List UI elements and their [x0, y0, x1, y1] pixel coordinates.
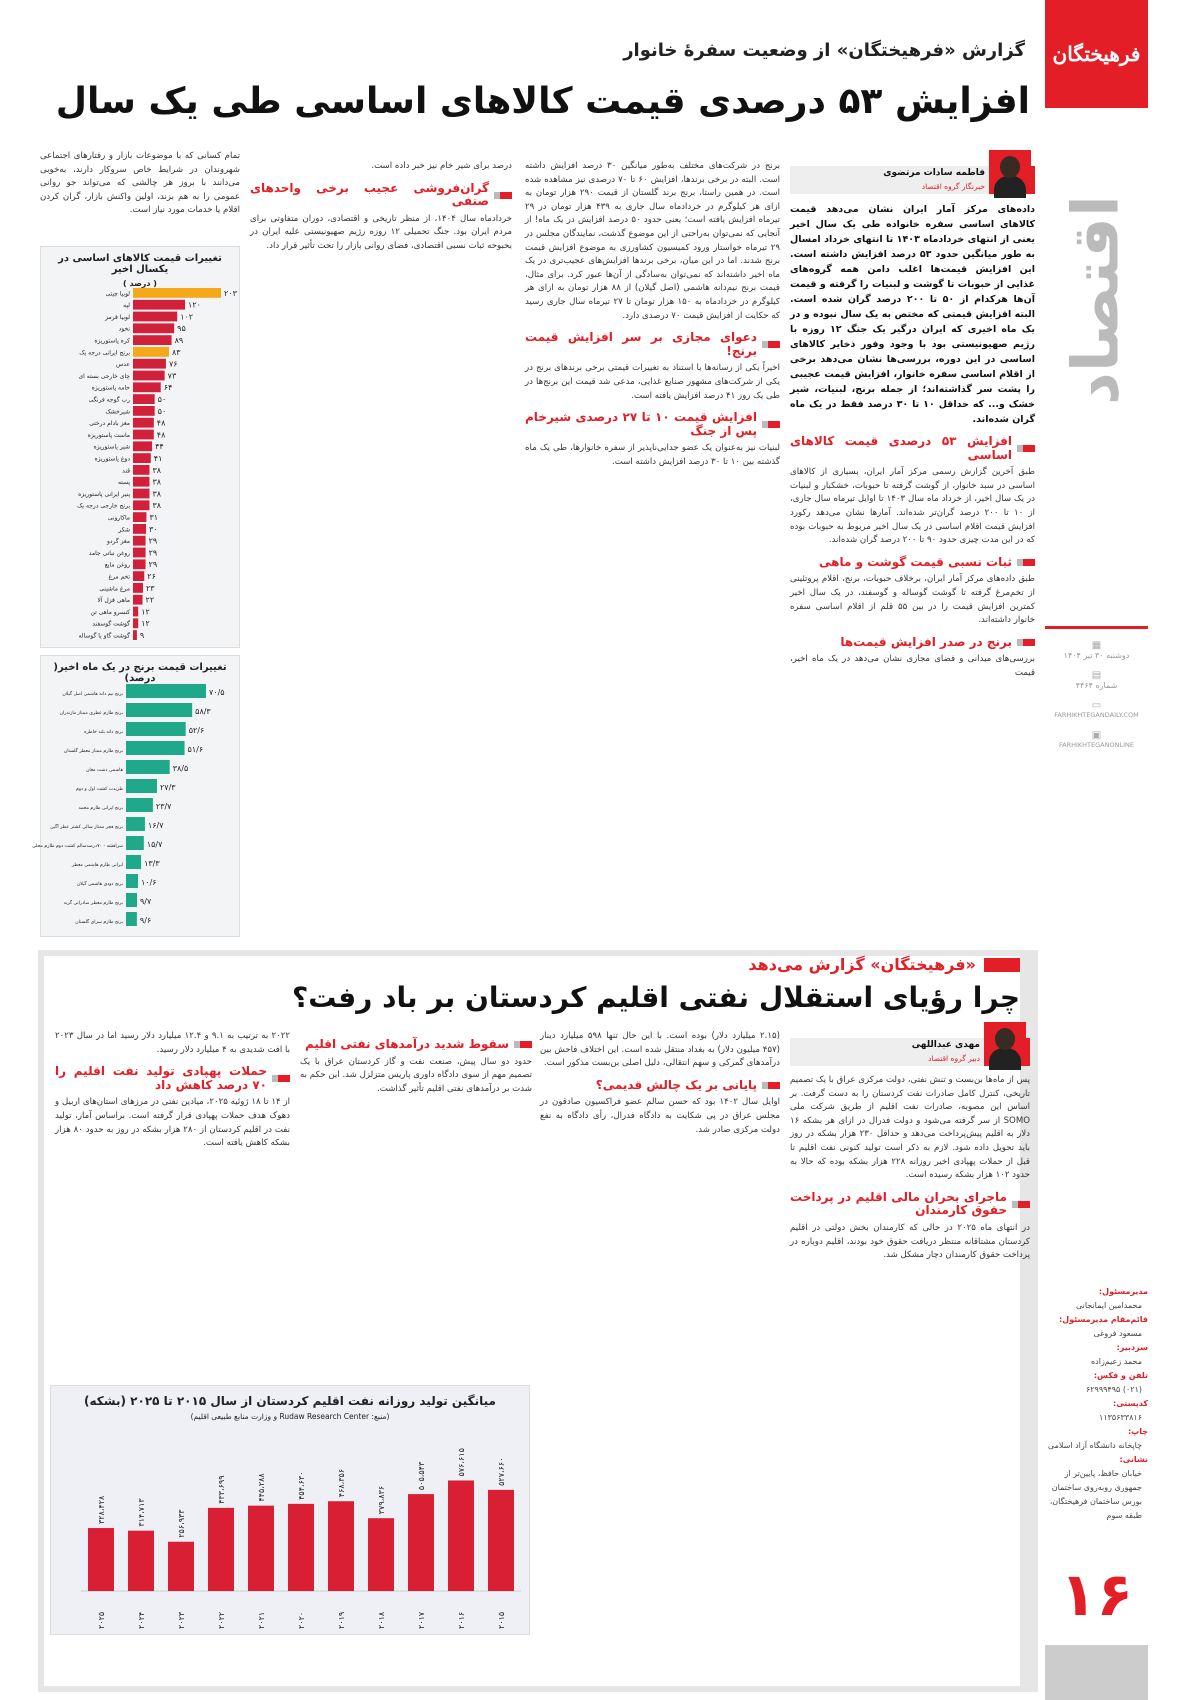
paragraph: از ۱۴ تا ۱۸ ژوئیه ۲۰۲۵، میادین نفتی در مرزهای استان‌های اربیل و دهوک هدف حملات پهپادی قرار گرفته است. براساس آمار، تولید نفت در اقلیم کردستان از ۲۸۰ هزار بشکه در روز به حدود ۸۰ هزار بشکه کاهش یافته است. — [55, 1097, 290, 1149]
bar — [133, 548, 146, 558]
value-label: ۳۰ — [149, 524, 158, 534]
bar — [126, 874, 138, 888]
year-label: ۲۰۱۸ — [377, 1611, 386, 1629]
issue — [1045, 670, 1148, 690]
year-label: ۲۰۲۰ — [297, 1611, 306, 1629]
value-label: ۲۳ — [145, 583, 155, 593]
staff-value: خیابان حافظ، پایین‌تر از جمهوری روبه‌روی ساختمان بورس ساختمان فرهیختگان، طبقه سوم — [1049, 1469, 1142, 1520]
year-label: ۲۰۱۹ — [337, 1611, 346, 1629]
bar — [126, 779, 157, 793]
website-text[interactable]: FARHIKHTEGANDAILY.COM — [1054, 711, 1139, 719]
globe-icon: ▭ — [1091, 700, 1102, 711]
staff-label: نشانی: — [1119, 1455, 1148, 1464]
value-label: ۴۳۳،۶۹۹ — [217, 1475, 226, 1504]
category-label: کره پاستوریزه — [94, 337, 130, 345]
article2-kicker-row — [480, 955, 1020, 974]
lead-paragraph: داده‌های مرکز آمار ایران نشان می‌دهد قیمت کالاهای اساسی سفره خانواده طی یک سال اخیر یعنی از انتهای خردادماه ۱۴۰۳ تا انتهای خرداد امسال به طور میانگین حدود ۵۳ درصد افزایش داشته است. این افزایش قیمت‌ها اغلب دامن همه گروه‌های غذایی از حبوبات تا گوشت و لبنیات را گرفته و قیمت آن‌ها هرکدام از ۵۰ تا ۲۰۰ درصد گران شده است. البته افزایش قیمتی که مختص به یک سال نبوده و در یک ماه اخیری که ایران درگیر یک جنگ ۱۲ روزه با رژیم صهیونیستی بود با وجود وفور ذخایر کالاهای اساسی در این دوره، بررسی‌ها نشان می‌دهد برخی از اقلام اساسی سفره خانوار، افزایش قیمت عجیبی را پشت سر گذاشته‌اند؛ از جمله برنج، لبنیات، شیر خشک و... که حداقل ۱۰ تا ۳۰ درصد فقط در یک ماه گران شده‌اند. — [790, 204, 1036, 425]
bar — [288, 1504, 314, 1591]
value-label: ۱۲ — [141, 619, 150, 629]
category-label: گوشت گاو یا گوساله — [78, 632, 130, 640]
value-label: ۴۱ — [153, 454, 163, 463]
value-label: ۷۰/۵ — [209, 688, 225, 697]
bar — [126, 741, 185, 755]
value-label: ۵۰ — [157, 406, 167, 416]
category-label: گوشت گوسفند — [92, 620, 130, 628]
year-label: ۲۰۱۶ — [457, 1611, 466, 1629]
subhead-text: گران‌فروشی عجیب برخی واحدهای صنفی — [250, 180, 489, 209]
staff-value: (۰۲۱) ۶۲۹۹۹۴۹۵ — [1085, 1385, 1142, 1394]
category-label: خامه پاستوریزه — [91, 384, 130, 392]
paragraph: اوایل سال ۱۴۰۲ بود که حسن سالم عضو فراکسیون صادقون در مجلس عراق در پی شکایت به دادگاه فدرال، رأی دادگاه به نفع دولت مرکزی صادر شد. — [540, 1097, 780, 1135]
paragraph: حدود دو سال پیش، صنعت نفت و گاز کردستان عراق با یک تصمیم مهم از سوی دادگاه داوری پاریس متزلزل شد. این حکم به شدت بر درآمدهای نفتی اقلیم تأثیر گذاشت. — [300, 1056, 532, 1094]
subhead-text: پایانی بر یک چالش قدیمی؟ — [595, 1077, 757, 1092]
subhead-marker — [494, 192, 512, 199]
subhead-text: حملات پهپادی تولید نفت اقلیم را ۷۰ درصد کاهش داد — [55, 1064, 267, 1092]
paragraph: بررسی‌های میدانی و فضای مجازی نشان می‌دهد در یک ماه اخیر، قیمت — [790, 654, 1035, 678]
value-label: ۵۰ — [157, 395, 167, 404]
chart-unit: ( درصد ) — [123, 279, 157, 288]
category-label: قند — [122, 467, 130, 475]
value-label: ۵۲۷،۶۶۰ — [497, 1457, 506, 1486]
value-label: ۲۹ — [148, 536, 158, 546]
column-4 — [40, 150, 240, 220]
category-label: برنج طارم معطر صادراتی گرید — [63, 901, 123, 906]
paragraph: طبق داده‌های مرکز آمار ایران، برخلاف حبوبات، برنج، اقلام پروتئینی از تخم‌مرغ گرفته تا گوشت گوساله و گوسفند، در یک سال اخیر کمترین افزایش قیمت را در بین ۵۵ قلم از اقلام اساسی سفره خانوار داشته‌اند. — [790, 574, 1035, 626]
a2-column-3 — [300, 1030, 532, 1098]
staff-value: محمدامین ایمانجانی — [1075, 1301, 1142, 1310]
value-label: ۳۸ — [152, 477, 162, 487]
category-label: برنج دودی هاشمی گیلان — [76, 882, 123, 887]
staff-value: ۱۱۳۵۶۳۳۸۱۶ — [1099, 1413, 1142, 1422]
value-label: ۱۰/۶ — [141, 878, 157, 887]
value-label: ۱۳/۳ — [144, 859, 160, 868]
subhead-text: ماجرای بحران مالی اقلیم در پرداخت حقوق کارمندان — [790, 1189, 1007, 1218]
bar — [133, 288, 221, 298]
value-label: ۱۶/۷ — [147, 821, 164, 830]
value-label: ۲۰۳ — [224, 288, 237, 298]
category-label: پنیر ایرانی پاستوریزه — [78, 490, 130, 498]
bar — [126, 722, 186, 736]
bar — [126, 703, 192, 717]
category-label: رب گوجه فرنگی — [88, 396, 130, 404]
category-label: برنج نیم دانه هاشمی اصل گیلان — [62, 692, 123, 697]
value-label: ۸۹ — [174, 336, 184, 345]
category-label: ماست پاستوریزه — [87, 431, 130, 439]
value-label: ۴۶۸،۳۵۶ — [337, 1468, 346, 1498]
category-label: برنج فجر ممتاز شالی کشتر عطر آگین — [50, 825, 123, 830]
category-label: مغز بادام درختی — [89, 420, 130, 428]
year-label: ۲۰۱۵ — [497, 1611, 506, 1629]
value-label: ۹/۷ — [140, 897, 152, 906]
value-label: ۳۸ — [152, 489, 162, 499]
subhead — [300, 1038, 532, 1052]
subhead-marker — [1012, 1201, 1030, 1208]
value-label: ۱۲ — [141, 607, 150, 617]
chart-plot — [41, 287, 241, 647]
bar — [126, 893, 137, 907]
bar — [408, 1494, 434, 1591]
oil-production-chart — [50, 1385, 530, 1635]
category-label: روغن مایع — [104, 561, 130, 569]
bar — [133, 500, 149, 510]
chart-plot — [51, 1421, 531, 1636]
newspaper-logo: فرهیختگان — [1045, 0, 1148, 108]
social-text[interactable]: FARHIKHTEGANONLINE — [1059, 741, 1134, 749]
rice-price-chart — [32, 655, 240, 937]
bar — [133, 335, 172, 345]
category-label: شیر پاستوریزه — [93, 443, 130, 451]
bar — [126, 855, 141, 869]
year-label: ۲۰۱۷ — [417, 1611, 426, 1629]
value-label: ۵۷۶،۶۱۵ — [457, 1448, 466, 1477]
staff-label: مدیرمسئول: — [1098, 1287, 1148, 1296]
paragraph: طبق آخرین گزارش رسمی مرکز آمار ایران، بسیاری از کالاهای اساسی در سبد خانوار، از گوشت گرفته تا حبوبات، خشکبار و لبنیات در یک سال اخیر، از خرداد ماه سال ۱۴۰۳ تا اوایل تیرماه سال جاری، از ۱۰ تا ۲۰۰ درصد گران‌تر شده‌اند. آمارها نشان می‌دهد رکورد افزایش قیمت اقلام اساسی در یک سال اخیر مربوط به حبوبات بوده که در این مدت چیزی حدود ۹۰ تا ۲۰۰ درصد گران شده‌اند. — [790, 467, 1036, 546]
bar — [133, 536, 146, 546]
a2-column-2 — [540, 1030, 780, 1139]
value-label: ۵۲/۶ — [188, 726, 205, 735]
value-label: ۲۹ — [148, 560, 158, 570]
value-label: ۳۲۸،۴۲۸ — [97, 1495, 106, 1525]
social[interactable] — [1045, 730, 1148, 749]
bar — [133, 489, 149, 499]
value-label: ۹/۶ — [139, 916, 152, 925]
bar — [133, 430, 154, 440]
bar — [126, 684, 206, 698]
divider — [1045, 626, 1148, 629]
author-name: فاطمه سادات مرتضوی — [883, 167, 985, 178]
paragraph: پس از ماه‌ها بن‌بست و تنش نفتی، دولت مرکزی عراق با یک تصمیم تاریخی، کنترل کامل صادرات نفت کردستان را به دست گرفت. بر اساس این مصوبه، صادرات نفت اقلیم از طریق شرکت ملی SOMO از سر گرفته می‌شود و دولت فدرال در ازای هر بشکه ۱۶ دلار به اقلیم پیش‌پرداخت می‌دهد و حداقل ۲۳۰ هزار بشکه در روز باید تحویل داده شود. لازم به ذکر است تولید کنونی نفت اقلیم تا قبل از حملات پهپادی اخیر روزانه ۲۲۸ هزار بشکه بوده که حالا به حدود ۱۰۲ هزار بشکه رسیده است. — [790, 1075, 1030, 1181]
bar — [133, 477, 149, 487]
chart-title: تغییرات قیمت برنج در یک ماه اخیر( درصد) — [53, 662, 227, 684]
staff-value: مسعود فروغی — [1093, 1329, 1142, 1338]
bar — [88, 1528, 114, 1591]
subhead-marker — [762, 341, 780, 348]
column-1 — [790, 150, 1035, 683]
bar — [133, 524, 146, 534]
article2-kicker: «فرهیختگان» گزارش می‌دهد — [748, 955, 976, 974]
category-label: پسته — [117, 479, 130, 487]
value-label: ۷۳ — [167, 371, 177, 381]
value-label: ۲۷/۳ — [159, 783, 176, 792]
subhead-text: برنج در صدر افزایش قیمت‌ها — [840, 634, 1012, 649]
article-headline: افزایش ۵۳ درصدی قیمت کالاهای اساسی طی یک سال — [55, 81, 1030, 122]
year-label: ۲۰۲۱ — [257, 1611, 266, 1629]
a2-column-4 — [55, 1030, 290, 1153]
bar — [128, 1531, 154, 1591]
author-box — [790, 1038, 1030, 1066]
author-role: دبیر گروه اقتصاد — [928, 1054, 980, 1064]
value-label: ۹۵ — [177, 324, 186, 334]
author-avatar — [989, 150, 1031, 194]
category-label: مغز گردو — [106, 538, 130, 546]
article2-headline: چرا رؤیای استقلال نفتی اقلیم کردستان بر باد رفت؟ — [292, 981, 1020, 1014]
column-2 — [525, 160, 780, 471]
bar — [126, 798, 153, 812]
paragraph: خردادماه سال ۱۴۰۴، از منظر تاریخی و اقتصادی، دوران متفاوتی برای مردم ایران بود. جنگ تحمیلی ۱۲ روزه رژیم صهیونیستی علیه ایران در بحبوحه ثبات نسبی اقتصادی، فضای روانی بازار را تحت تأثیر قرار داد. — [250, 213, 512, 251]
paragraph: اخیراً یکی از رسانه‌ها با استناد به تغییرات قیمتی برخی برندهای برنج در یکی از شرکت‌های مشهور صنایع غذایی، مدعی شد قیمت این برنج‌ها در طی یک روز ۴۱ درصد افزایش یافته است. — [525, 363, 780, 401]
bar — [126, 817, 145, 831]
bar — [133, 465, 149, 475]
category-label: برنج خارجی درجه یک — [77, 502, 130, 510]
subhead-text: افزایش ۵۳ درصدی قیمت کالاهای اساسی — [790, 434, 1012, 462]
subhead — [790, 636, 1035, 650]
staff-label: چاپ: — [1127, 1427, 1148, 1436]
bar — [133, 583, 143, 593]
bar — [133, 512, 146, 522]
bar — [248, 1506, 274, 1591]
staff-value: چاپخانه دانشگاه آزاد اسلامی — [1047, 1441, 1142, 1450]
issue-text: شماره ۴۴۶۴ — [1075, 681, 1118, 690]
category-label: برنج دانه بلند خاطره — [84, 730, 123, 735]
masthead-sidebar — [1045, 0, 1148, 1700]
subhead — [525, 331, 780, 358]
bar — [133, 394, 155, 404]
category-label: چای خارجی بسته ای — [78, 372, 130, 380]
page-number: ۱۶ — [1059, 1560, 1134, 1630]
subhead-marker — [1017, 445, 1035, 452]
bar — [133, 347, 169, 357]
value-label: ۴۸ — [156, 418, 166, 428]
chart-plot — [32, 682, 241, 932]
year-label: ۲۰۲۵ — [97, 1611, 106, 1629]
bar — [133, 300, 185, 310]
subhead — [790, 1191, 1030, 1218]
value-label: ۲۲ — [145, 595, 155, 605]
chart-title: میانگین تولید روزانه نفت اقلیم کردستان از سال ۲۰۱۵ تا ۲۰۲۵ (بشکه) — [84, 1394, 496, 1408]
bar — [133, 382, 161, 392]
category-label: تخم مرغ — [108, 573, 130, 581]
value-label: ۵۸/۳ — [195, 707, 211, 716]
basic-goods-chart — [40, 246, 240, 648]
value-label: ۵۱/۶ — [187, 745, 204, 754]
value-label: ۴۸ — [156, 430, 166, 440]
social-icon: ▣ — [1091, 730, 1102, 741]
subhead-marker — [762, 1082, 780, 1089]
bar — [133, 607, 138, 617]
bar — [133, 630, 137, 640]
bar — [488, 1490, 514, 1591]
paragraph: برنج در شرکت‌های مختلف به‌طور میانگین ۳۰ درصد افزایش داشته است. البته در برخی برندها، افزایش ۶۰ تا ۷۰ درصدی نیز مشاهده شده است. در همین راستا، برنج برند گلستان از قیمت ۲۹۰ هزار تومان به ازای هر کیلوگرم در خردادماه سال جاری به ۴۳۹ هزار تومان در ۲۹ تیرماه افزایش یافته است؛ یعنی حدود ۵۰ درصد افزایش در یک ماه! از آنجایی که نمی‌توان به‌راحتی از این موضوع گذشت، نمایندگان مجلس در ۲۹ تیرماه خواستار ورود کمیسیون کشاورزی به موضوع افزایش قیمت برنج شدند. اما در این میان، برخی برندها افزایش‌های عجیب‌تری در یک ماه اخیر داشته‌اند که نمی‌توان به‌سادگی از آن‌ها عبور کرد. برای مثال، قیمت برنج نیم‌دانه هاشمی (اصل گیلان) از ۸۸ هزار تومان به ازای هر کیلوگرم در خردادماه به ۱۵۰ هزار تومان تا ۲۷ تیرماه سال جاری رسید که حکایت از افزایش قیمت ۷۰ درصدی دارد. — [525, 161, 781, 321]
bar — [208, 1508, 234, 1591]
bar — [133, 312, 177, 322]
category-label: شیرخشک — [105, 408, 130, 416]
bar — [328, 1501, 354, 1591]
article-kicker: گزارش «فرهیختگان» از وضعیت سفرهٔ خانوار — [623, 40, 1025, 61]
bar — [126, 912, 137, 926]
category-label: کنسرو ماهی تن — [90, 608, 130, 616]
staff-list — [1045, 1285, 1148, 1523]
category-label: شکر — [118, 526, 130, 534]
bar — [133, 371, 165, 381]
chart-subtitle: (منبع: Rudaw Research Center و وزارت منابع طبیعی اقلیم) — [190, 1412, 390, 1421]
author-role: خبرنگار گروه اقتصاد — [921, 182, 985, 192]
value-label: ۷۶ — [168, 359, 178, 369]
value-label: ۳۸ — [152, 465, 162, 475]
category-label: مرغ ماشینی — [99, 585, 130, 593]
newspaper-icon: ▤ — [1091, 670, 1102, 681]
footer-block — [1045, 1645, 1148, 1700]
subhead — [790, 556, 1035, 570]
calendar-icon: ▦ — [1091, 640, 1102, 651]
value-label: ۳۷۹،۸۳۶ — [377, 1485, 386, 1515]
paragraph: در انتهای ماه ۲۰۲۵ در حالی که کارمندان بخش دولتی در اقلیم کردستان مشتاقانه منتظر دریافت حقوق خود بودند، اقلیم دوباره در پرداخت حقوق کارمندان دچار مشکل شد. — [790, 1222, 1030, 1261]
a2-column-1 — [790, 1022, 1030, 1265]
value-label: ۴۵۴،۶۳۰ — [297, 1471, 306, 1500]
bar — [126, 760, 170, 774]
subhead-text: دعوای مجازی بر سر افزایش قیمت برنج! — [525, 330, 757, 358]
category-label: ایرانی طارم هاشمی معطر — [71, 863, 123, 868]
paragraph: لبنیات نیز به‌عنوان یک عضو جدایی‌ناپذیر از سفره خانوارها، طی یک ماه گذشته بین ۱۰ تا ۳۰ درصد افزایش داشته است. — [525, 443, 780, 467]
section-title: اقتصاد — [1059, 195, 1134, 405]
bar — [133, 559, 146, 569]
staff-label: سردبیر: — [1116, 1343, 1148, 1352]
bar — [126, 836, 144, 850]
subhead-marker — [1017, 639, 1035, 646]
chart-title: تغییرات قیمت کالاهای اساسی در یکسال اخیر — [58, 253, 222, 275]
category-label: سرافشه - ۷۰درصدسالم کشت دوم طارم محلی — [32, 844, 123, 849]
subhead — [55, 1065, 290, 1092]
category-label: طریدت کشت اول و دوم — [75, 787, 123, 792]
bar — [133, 571, 144, 581]
value-label: ۲۹ — [148, 548, 158, 558]
value-label: ۴۴ — [155, 442, 164, 452]
category-label: نخود — [118, 325, 130, 333]
author-avatar — [984, 1022, 1026, 1066]
subhead — [540, 1079, 780, 1093]
category-label: لپه — [123, 302, 130, 310]
subhead — [250, 182, 512, 209]
kicker-marker — [984, 958, 1020, 972]
category-label: روغن نباتی جامد — [88, 549, 130, 557]
bar — [368, 1518, 394, 1591]
bar — [133, 441, 152, 451]
paragraph: ۲۰۲۲ به ترتیب به ۹.۱ و ۱۲.۴ میلیارد دلار رسید اما در سال ۲۰۲۳ با افت شدیدی به ۴ میلیارد دلار رسید. — [55, 1031, 290, 1055]
category-label: برنج ایرانی درجه یک — [79, 349, 130, 357]
value-label: ۳۸ — [152, 501, 162, 511]
subhead-text: سقوط شدید درآمدهای نفتی اقلیم — [304, 1037, 509, 1051]
value-label: ۱۵/۷ — [146, 840, 163, 849]
category-label: هاشمی دشت مغان — [86, 768, 123, 773]
bar — [448, 1480, 474, 1591]
staff-label: قائم‌مقام مدیرمسئول: — [1059, 1315, 1148, 1324]
bar — [168, 1542, 194, 1591]
subhead-marker — [514, 1041, 532, 1048]
paragraph: درصد برای شیر خام نیز خبر داده است. — [371, 161, 512, 171]
category-label: دوغ پاستوریزه — [94, 455, 130, 463]
subhead-text: ثبات نسبی قیمت گوشت و ماهی — [819, 554, 1012, 569]
column-3 — [250, 160, 512, 256]
year-label: ۲۰۲۳ — [177, 1611, 186, 1629]
value-label: ۳۱۴،۷۱۳ — [137, 1498, 146, 1527]
value-label: ۲۶ — [147, 572, 156, 581]
date-text: دوشنبه ۳۰ تیر ۱۴۰۴ — [1063, 651, 1130, 660]
staff-label: تلفن و فکس: — [1093, 1371, 1148, 1380]
subhead-marker — [1017, 559, 1035, 566]
value-label: ۲۵۶،۹۳۳ — [177, 1509, 186, 1538]
category-label: برنج طارم عطری ممتاز مازندران — [59, 711, 123, 716]
year-label: ۲۰۲۴ — [137, 1611, 146, 1629]
date — [1045, 640, 1148, 660]
category-label: ماکارونی — [107, 514, 130, 522]
category-label: لوبیا چیتی — [105, 290, 130, 298]
value-label: ۳۸/۵ — [172, 764, 189, 773]
value-label: ۱۰۲ — [180, 312, 194, 322]
category-label: لوبیا قرمز — [105, 313, 130, 321]
bar — [133, 406, 155, 416]
bar — [133, 453, 151, 463]
category-label: عدس — [115, 361, 130, 369]
year-label: ۲۰۲۲ — [217, 1611, 226, 1629]
subhead — [790, 435, 1035, 462]
bar — [133, 618, 138, 628]
value-label: ۲۳/۷ — [155, 802, 172, 811]
staff-label: کدپستی: — [1113, 1399, 1148, 1408]
value-label: ۴۴۵،۲۸۸ — [257, 1473, 266, 1502]
bar — [133, 323, 174, 333]
website[interactable] — [1045, 700, 1148, 719]
paragraph: (۲.۱۵ میلیارد دلار) بوده است. با این حال تنها ۵۹۸ میلیارد دینار (۴۵۷ میلیون دلار) به بغداد منتقل شده است. این اختلاف فاحش بین درآمدهای گمرکی و سهم انتقالی، دلیل اصلی بن‌بست مذکور است. — [540, 1031, 780, 1069]
category-label: ماهی قزل آلا — [97, 597, 130, 605]
value-label: ۵۰۵،۵۴۳ — [417, 1461, 426, 1491]
bar — [133, 359, 166, 369]
bar — [133, 595, 143, 605]
category-label: برنج طارم ممتاز معطر گلستان — [63, 749, 123, 754]
author-name: مهدی عبداللهی — [911, 1039, 980, 1050]
bar — [133, 418, 154, 428]
author-box — [790, 166, 1035, 194]
subhead-marker — [272, 1075, 290, 1082]
subhead-marker — [762, 421, 780, 428]
value-label: ۹ — [139, 631, 145, 640]
paragraph: تمام کسانی که با موضوعات بازار و رفتارهای اجتماعی شهروندان در شرایط خاص سروکار دارند، به‌خوبی می‌دانند با بروز هر چالشی که می‌تواند جو روانی عمومی را به هم بزند، اولین واکنش بازار، گران کردن اقلام یا خدمات مورد نیاز است. — [40, 151, 240, 216]
value-label: ۸۳ — [171, 347, 181, 357]
subhead-text: افزایش قیمت ۱۰ تا ۲۷ درصدی شیرخام پس از جنگ — [525, 410, 757, 438]
value-label: ۱۲۰ — [188, 300, 201, 310]
value-label: ۶۴ — [163, 383, 173, 393]
subhead — [525, 411, 780, 438]
category-label: برنج ایرانی طارم محمد — [78, 806, 123, 811]
value-label: ۳۱ — [149, 513, 159, 522]
category-label: برنج طارم سرای گلستان — [75, 920, 123, 925]
staff-value: محمد زعیم‌زاده — [1090, 1357, 1142, 1366]
